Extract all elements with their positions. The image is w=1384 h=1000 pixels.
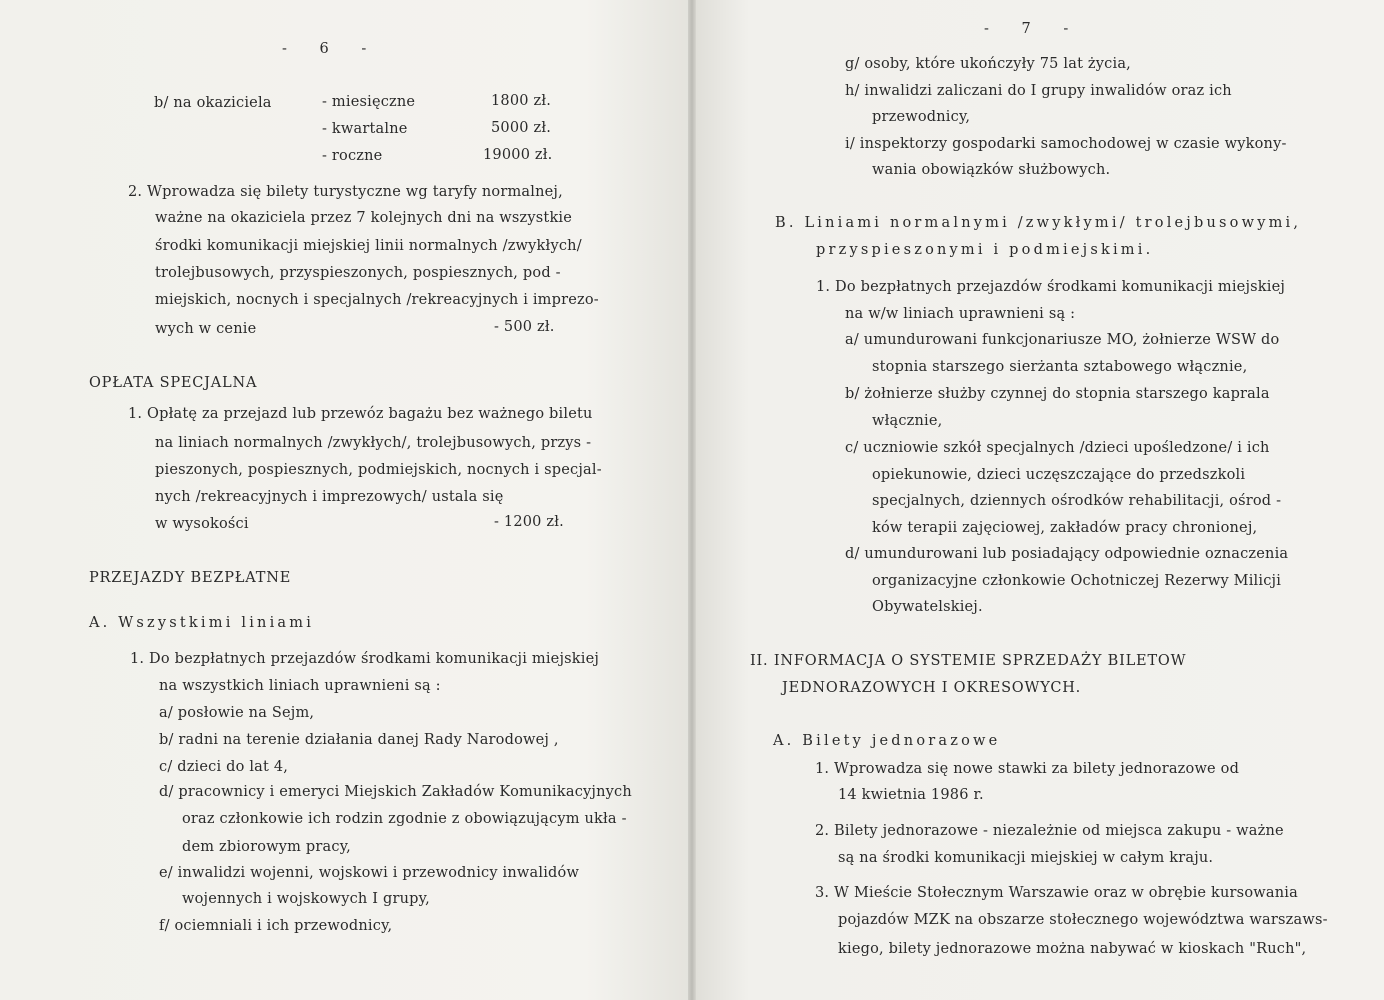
a2-item: 1. Wprowadza się nowe stawki za bilety jednorazowe od — [815, 761, 1240, 777]
a2-item: 3. W Mieście Stołecznym Warszawie oraz w obrębie kursowania — [815, 885, 1298, 901]
page-number-left: - 6 - — [282, 41, 381, 57]
oplata-price: - 1200 zł. — [494, 514, 564, 530]
item2-line: ważne na okaziciela przez 7 kolejnych dni na wszystkie — [155, 210, 573, 226]
section-a2-heading: A. Bilety jednorazowe — [773, 733, 1001, 749]
b1-item: c/ uczniowie szkół specjalnych /dzieci upośledzone/ i ich — [845, 440, 1270, 456]
cont-line: g/ osoby, które ukończyły 75 lat życia, — [845, 56, 1131, 72]
cont-line: przewodnicy, — [872, 109, 971, 125]
b1-line: 1. Do bezpłatnych przejazdów środkami komunikacji miejskiej — [816, 279, 1286, 295]
okaziciela-type-2: - kwartalne — [322, 121, 408, 137]
a2-item: są na środki komunikacji miejskiej w całym kraju. — [838, 850, 1214, 866]
item2-price: - 500 zł. — [494, 319, 555, 335]
item2-line: wych w cenie — [155, 321, 257, 337]
a1-item: d/ pracownicy i emeryci Miejskich Zakładów Komunikacyjnych — [159, 784, 632, 800]
b1-item: b/ żołnierze służby czynnej do stopnia starszego kaprala — [845, 386, 1270, 402]
b1-item: specjalnych, dziennych ośrodków rehabilitacji, ośrod - — [872, 493, 1282, 509]
oplata-heading: OPŁATA SPECJALNA — [89, 375, 258, 391]
a1-item: wojennych i wojskowych I grupy, — [182, 891, 430, 907]
b1-item: stopnia starszego sierżanta sztabowego włącznie, — [872, 359, 1248, 375]
b1-item: a/ umundurowani funkcjonariusze MO, żołnierze WSW do — [845, 332, 1280, 348]
a1-line: 1. Do bezpłatnych przejazdów środkami komunikacji miejskiej — [130, 651, 600, 667]
oplata-line: w wysokości — [155, 516, 249, 532]
item2-line: 2. Wprowadza się bilety turystyczne wg taryfy normalnej, — [128, 184, 563, 200]
a1-item: oraz członkowie ich rodzin zgodnie z obowiązującym ukła - — [182, 811, 627, 827]
oplata-line: pieszonych, pospiesznych, podmiejskich, nocnych i specjal- — [155, 462, 602, 478]
b1-item: ków terapii zajęciowej, zakładów pracy chronionej, — [872, 520, 1258, 536]
a1-item: c/ dzieci do lat 4, — [159, 759, 289, 775]
oplata-line: na liniach normalnych /zwykłych/, trolejbusowych, przys - — [155, 435, 592, 451]
a1-item: a/ posłowie na Sejm, — [159, 705, 315, 721]
okaziciela-price-2: 5000 zł. — [491, 120, 552, 136]
cont-line: h/ inwalidzi zaliczani do I grupy inwalidów oraz ich — [845, 83, 1232, 99]
section-a-heading: A. Wszystkimi liniami — [89, 615, 315, 631]
item2-line: miejskich, nocnych i specjalnych /rekreacyjnych i imprezo- — [155, 292, 599, 308]
a1-item: dem zbiorowym pracy, — [182, 839, 351, 855]
oplata-line: 1. Opłatę za przejazd lub przewóz bagażu bez ważnego biletu — [128, 406, 593, 422]
a2-item: kiego, bilety jednorazowe można nabywać w kioskach "Ruch", — [838, 941, 1307, 957]
b1-item: opiekunowie, dzieci uczęszczające do przedszkoli — [872, 467, 1246, 483]
section-ii-heading-cont: JEDNORAZOWYCH I OKRESOWYCH. — [782, 680, 1082, 696]
a2-item: pojazdów MZK na obszarze stołecznego województwa warszaws- — [838, 912, 1328, 928]
a1-line: na wszystkich liniach uprawnieni są : — [159, 678, 441, 694]
cont-line: i/ inspektorzy gospodarki samochodowej w czasie wykony- — [845, 136, 1287, 152]
book-gutter — [688, 0, 696, 1000]
okaziciela-type-1: - miesięczne — [322, 94, 416, 110]
section-ii-heading: II. INFORMACJA O SYSTEMIE SPRZEDAŻY BILETOW — [750, 653, 1187, 669]
b1-item: organizacyjne członkowie Ochotniczej Rezerwy Milicji — [872, 573, 1282, 589]
bezplatne-heading: PRZEJAZDY BEZPŁATNE — [89, 570, 292, 586]
section-b-heading-cont: przyspieszonymi i podmiejskimi. — [816, 242, 1154, 258]
item2-line: środki komunikacji miejskiej linii normalnych /zwykłych/ — [155, 238, 582, 254]
item2-line: trolejbusowych, przyspieszonych, pospiesznych, pod - — [155, 265, 561, 281]
page-number-right: - 7 - — [984, 21, 1083, 37]
a1-item: e/ inwalidzi wojenni, wojskowi i przewodnicy inwalidów — [159, 865, 580, 881]
a2-item: 14 kwietnia 1986 r. — [838, 787, 984, 803]
b1-item: d/ umundurowani lub posiadający odpowiednie oznaczenia — [845, 546, 1289, 562]
okaziciela-price-3: 19000 zł. — [483, 147, 553, 163]
a1-item: b/ radni na terenie działania danej Rady Narodowej , — [159, 732, 559, 748]
cont-line: wania obowiązków służbowych. — [872, 162, 1111, 178]
b1-item: włącznie, — [872, 413, 943, 429]
a2-item: 2. Bilety jednorazowe - niezależnie od miejsca zakupu - ważne — [815, 823, 1284, 839]
a1-item: f/ ociemniali i ich przewodnicy, — [159, 918, 393, 934]
oplata-line: nych /rekreacyjnych i imprezowych/ ustala się — [155, 489, 504, 505]
okaziciela-type-3: - roczne — [322, 148, 383, 164]
section-b-heading: B. Liniami normalnymi /zwykłymi/ trolejbusowymi, — [775, 215, 1302, 231]
okaziciela-label: b/ na okaziciela — [154, 95, 272, 111]
b1-line: na w/w liniach uprawnieni są : — [845, 306, 1076, 322]
b1-item: Obywatelskiej. — [872, 599, 983, 615]
okaziciela-price-1: 1800 zł. — [491, 93, 552, 109]
